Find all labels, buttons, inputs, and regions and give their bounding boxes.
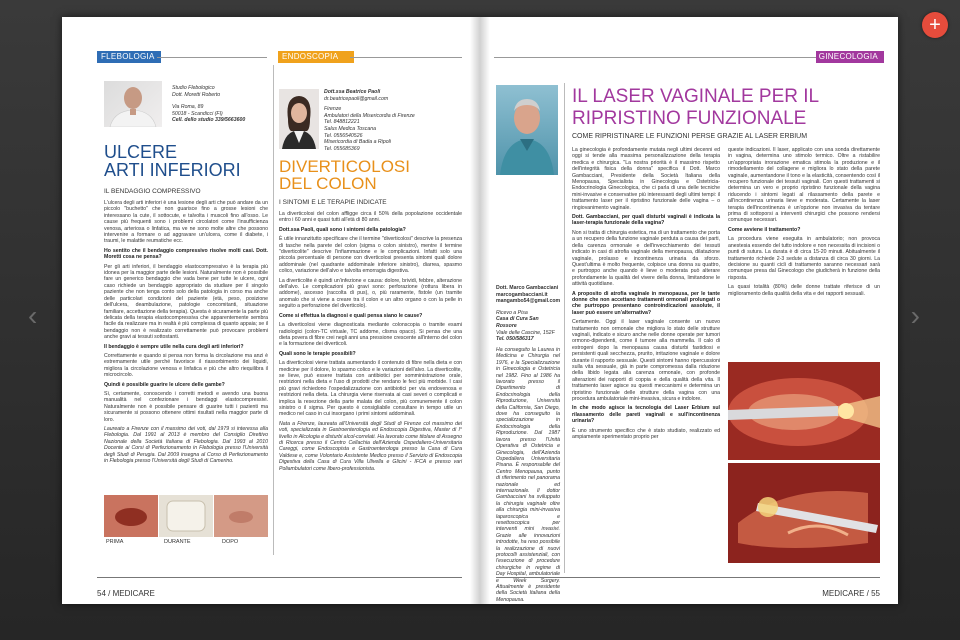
contact-line: Misericordia di Badia a Ripoli — [324, 139, 391, 146]
contact-line: Tel. 050/586317 — [496, 336, 534, 343]
article-subtitle-laser: COME RIPRISTINARE LE FUNZIONI PERSE GRAZIE AL LASER ERBIUM — [572, 133, 808, 140]
column-divider — [273, 65, 274, 555]
section-rule — [157, 57, 267, 58]
paragraph: La diverticolosi viene trattata aumentando il contenuto di fibre nella dieta e con medicine per il dolore, lo spasmo colico e le variazioni dell'alvo. La diverticolite, se lieve, può essere trattata con antibiotici per somministrazione orale, restrizioni nella dieta e l'uso di prodotti che rendano le feci più morbide. I casi più gravi richiedono l'ospedalizzazione con antibiotici per via endovenosa e restrizioni nella dieta. La chirurgia viene riservata ai casi severi o complicati e implica la resezione della parte malata del colon, più comunemente il colon sinistro o il sigma. Per questo è consigliabile consultare in tempo utile un medico nel caso in cui insorgano i primi sintomi addominali. — [279, 360, 462, 418]
page-footer-right: MEDICARE / 55 — [822, 589, 880, 598]
paragraph: Certamente. Oggi il laser vaginale consente un nuovo trattamento non ormonale che migliora lo stato delle strutture vaginali, indicato e sicuro anche nelle donne operate per tumori ormono-dipendenti, come il tumore alla mammella. Il calo di estrogeni dopo la menopausa causa disturbi fastidiosi e persistenti quali secchezza, prurito, irritazione vaginale e dolore durante il rapporto sessuale. Questi sintomi hanno ripercussioni sulla vita sessuale, già in parte compromessa dalla riduzione della libido legata alla carenza ormonale, con profonde alterazioni dei rapporti di coppia e della qualità della vita. Il trattamento laser agisce su questi meccanismi e determina un ripristino funzionale delle strutture della vagina con una procedura ambulatoriale mini-invasiva, sicura e indolore. — [572, 319, 720, 403]
title-line: ARTI INFERIORI — [104, 160, 241, 180]
paragraph: La ginecologia è profondamente mutata negli ultimi decenni ed oggi si tende alla massima personalizzazione della terapia medica e chirurgica. "La nostra priorità è il massimo rispetto dell'integrità fisica della donna" specifica il Dott. Marco Gambacciani, Presidente della Società Italiana della Menopausa, Specialista in Ginecologia e Ostetricia-Endocrinologia Ginecologica, che ci parla di una delle tecniche mini-invasive e conservative più interessanti degli ultimi tempi: il trattamento laser per il ripristino funzionale delle vagina – o ringiovanimento vaginale. — [572, 147, 720, 211]
author-bio-gambacciani — [496, 347, 560, 604]
question: Quali sono le terapie possibili? — [279, 350, 356, 357]
article-body-diverticolosi — [279, 211, 462, 475]
caption-durante: DURANTE — [164, 539, 191, 545]
contact-line: Viale delle Cascine, 152F — [496, 329, 555, 336]
contact-line: Dott.ssa Beatrice Paoli — [324, 89, 381, 95]
paragraph: La quasi totalità (80%) delle donne trattate riferisce di un miglioramento della qualità della vita e dei rapporti sessuali. — [728, 284, 880, 297]
section-label-flebologia: FLEBOLOGIA — [97, 51, 161, 63]
footer-rule — [496, 577, 880, 578]
section-label-ginecologia: GINECOLOGIA — [816, 51, 884, 63]
contact-line: Tel. 055685369 — [324, 145, 360, 152]
contact-line: Ricevo a Pisa — [496, 309, 528, 316]
contact-web-link[interactable]: marcogambacciani.it — [496, 291, 548, 298]
title-line: DIVERTICOLOSI — [279, 157, 410, 176]
contact-block-paoli — [324, 89, 464, 152]
question: Quindi è possibile guarire le ulcere delle gambe? — [104, 381, 225, 388]
article-body-ulcere — [104, 200, 268, 467]
title-line: IL LASER VAGINALE PER IL — [572, 86, 820, 107]
author-bio: Nata a Firenze, laureata all'Università degli Studi di Firenze col massimo dei voti, specializzata in Gastroenterologia ed Endoscopia Digestiva, Master di I° livello in Alcologia e disturbi alcol-correlati. Ha lavorato come titolare di Assegno di Ricerca presso il Centro Cellachia dell'Azienda Ospedaliero-Universitaria Careggi, come Endoscopista e Gastroenterologa presso la Casa di Cura Valdese e, come Volontario Assistente Medico presso il Servizio di Endoscopia Digestiva della Casa di Cura Villa Ulivella e Glicini - IFCA e presso vari Poliambulatori come libero-professionista. — [279, 420, 462, 472]
footer-rule — [97, 577, 462, 578]
title-line: DEL COLON — [279, 174, 377, 193]
caption-prima: PRIMA — [106, 539, 124, 545]
contact-line: Salus Medica Toscana — [324, 125, 377, 132]
column-divider — [564, 83, 565, 573]
contact-line: Tel. 848812221 — [324, 119, 360, 126]
contact-line: Dott. Moretti Roberto — [172, 91, 221, 98]
paragraph: La diverticolosi viene diagnosticata mediante colonscopia o tramite esami radiologici (colon-TC virtuale, TC addome, clisma opaco). Si pensa che una dieta povera di fibre crei negli anni una pressione crescente all'interno del colon e la formazione dei diverticoli. — [279, 322, 462, 348]
question: Il bendaggio è sempre utile nella cura degli arti inferiori? — [104, 343, 244, 350]
contact-line: 50018 - Scandicci (FI) — [172, 110, 223, 117]
contact-email-link[interactable]: mangambo54@gmail.com — [496, 298, 561, 305]
paragraph: Correttamente e quando si pensa non forma la circolazione ma anzi è estremamente utile perché favorisce il riassorbimento dei liquidi, migliora la circolazione venosa e linfatica e più che altro riequilibra il microcircolo. — [104, 352, 268, 379]
question: Come si effettua la diagnosi e quali pensa siano le cause? — [279, 312, 423, 319]
paragraph: La diverticolosi del colon affligge circa il 50% della popolazione occidentale entro i 60 anni e quasi tutti all'età di 80 anni. — [279, 211, 462, 224]
paragraph: queste indicazioni. Il laser, applicato con una sonda direttamente in vagina, determina uno stimolo termico. Oltre a ristabilire un'appropriata irrorazione ematica stimola la produzione e il rimodellamento del collagene e migliora lo stato della parete vaginale, aumentandone il tono e la elasticità, consentendo così il recupero funzionale dei tessuti vaginali. Con questi trattamenti si determina un vero e proprio ripristino funzionale della vagina riducendo i sintomi legati al rilassamento della parete e all'incontinenza urinaria lieve e moderata. Certamente la laser terapia dell'incontinenza è un'opzione non invasiva da tentare prima di sottoporsi a interventi chirurgici che possono rendersi comunque necessari. — [728, 147, 880, 224]
contact-block-moretti — [172, 85, 264, 124]
article-subtitle-ulcere: IL BENDAGGIO COMPRESSIVO — [104, 188, 201, 195]
doctor-photo-paoli — [279, 89, 319, 149]
doctor-photo-gambacciani — [496, 85, 558, 175]
paragraph: L'ulcera degli arti inferiori è una lesione degli arti che può andare da un piccolo "buchetto" che non guarisce fino a grosse lesioni che interessano la cute, il sottocute, e talvolta i muscoli fino all'osso. Le cause più frequenti sono i problemi circolatori come l'insufficienza venosa, arteriosa o linfatica, ma ve ne sono molte altre che possono intervenire a formare o ad aggravare un'ulcera, come il diabete, i traumi, le malattie reumatiche ecc. — [104, 200, 268, 245]
section-rule — [350, 57, 462, 58]
caption-dopo: DOPO — [222, 539, 239, 545]
author-bio: Laureato a Firenze con il massimo dei voti, dal 1979 si interessa alla Flebologia. Dal 1991 al 2013 è membro del Consiglio Direttivo Nazionale della Società Italiana di Flebologia. Dal 1993 al 2010 Docente ai Corsi di Perfezionamento in Flebologia presso l'Università degli Studi di Perugia. Dal 2009 insegna al Corso di Perfezionamento in Flebologia presso l'Università degli Studi di Camerino. — [104, 426, 268, 465]
page-spread — [62, 17, 898, 604]
page-footer-left: 54 / MEDICARE — [97, 589, 155, 598]
paragraph: È utile innanzitutto specificare che il termine "diverticolosi" descrive la presenza di tasche nella parete del colon (sigma o colon sinistro), mentre il termine "diverticolite" descrive l'infiammazione e le complicazioni. Infatti solo una piccola percentuale di persone con diverticolosi presenta sintomi quali dolore addominale (nel quadrante addominale inferiore sinistro), diarrea, spasmo colico, variazione dell'alvo e talvolta emorragia digestiva. — [279, 236, 462, 275]
laser-illustration-2 — [728, 463, 880, 563]
paragraph: Sì, certamente, conoscendo i corretti metodi e avendo una buona manualità nel confezionare i bendaggi elastocompressivi. Naturalmente non è possibile pensare di guarire tutti i pazienti ma sicuramente si possono ottenere ottimi risultati nella maggior parte di loro. — [104, 390, 268, 423]
paragraph: La procedura viene eseguita in ambulatorio; non provoca anestesia essendo del tutto indolore e non necessita di incisioni o punti di sutura. La durata è di circa 15-20 minuti. Abitualmente il trattamento richiede 2-3 sedute a distanza di circa 30 giorni. La decisione su quanti cicli di trattamento saranno necessari sarà comunque presa dal Ginecologo che giudicherà in funzione della risposta. — [728, 236, 880, 281]
paragraph: È uno strumento specifico che è stato studiato, realizzato ed ampiamente sperimentato proprio per — [572, 427, 720, 441]
title-line: ULCERE — [104, 142, 178, 162]
article-body-laser-col1 — [572, 147, 720, 443]
contact-line: Tel. 0556540526 — [324, 132, 363, 139]
laser-illustration-1 — [728, 362, 880, 460]
article-title-ulcere — [104, 143, 241, 179]
article-subtitle-diverticolosi: I SINTOMI E LE TERAPIE INDICATE — [279, 199, 387, 206]
paragraph: Non si tratta di chirurgia estetica, ma di un trattamento che porta a un recupero della funzione vaginale perduta a causa dei parti, della carenza ormonale e dell'invecchiamento dei tessuti indicato in casi di atrofia vaginale della menopausa, dilatazione vaginale, prolasso e incontinenza urinaria da sforzo. Quest'ultima è molto frequente, colpisce una donna su quattro, e purtroppo anche quando è lieve o moderata può alterare profondamente la qualità del vivere della donna, limitandone le attività quotidiane. — [572, 229, 720, 288]
question: In che modo agisce la tecnologia del Laser Erbium sul rilassamento delle pareti vaginali e sull'incontinenza urinaria? — [572, 405, 720, 425]
right-page — [480, 17, 898, 604]
contact-line: Cell. dello studio 339/5663600 — [172, 117, 246, 124]
question: Come avviene il trattamento? — [728, 226, 801, 233]
question: Ho sentito che il bendaggio compressivo risolve molti casi. Dott. Moretti cosa ne pensa? — [104, 247, 268, 261]
previous-page-arrow-icon[interactable]: ‹ — [28, 300, 38, 331]
author-bio: Ha conseguito la Laurea in Medicina e Chirurgia nel 1976, e la Specializzazione in Ginecologia e Ostetricia nel 1982. Fino al 1986 ha lavorato presso il Dipartimento di Endocrinologia della Riproduzione, Università della California, San Diego, dove ha conseguito la specializzazione in Endocrinologia della Riproduzione. Dal 1987 lavora presso l'Unità Operativa di Ostetricia e Ginecologia, dell'Azienda Ospedaliera Universitaria Pisana. È responsabile del Centro Menopausa, punto di riferimento nel panorama nazionale ed internazionale. Il dottor Gambacciani ha sviluppato la chirurgia vaginale oltre alla chirurgia mini-invasiva laparoscopica e resettoscopica per interventi mini invasivi. Grazie alle innovazioni introdotte, ha reso possibile la realizzazione di nuovi protocolli assistenziali, con l'esecuzione di procedure chirurgiche in regime di Day Hospital, ambulatoriale e Week Surgery. Attualmente è presidente della Società Italiana della Menopausa. — [496, 347, 560, 603]
paragraph: La diverticolite è quindi un'infezione e causa: dolore, brividi, febbre, alterazione dell'alvo. Le complicazioni più gravi sono: perforazione (rottura libera in addome), ascesso (raccolta di pus), o, più raramente, fistole (un tramite anomalo che si viene a creare tra il colon e un altro organo o con la pelle in seguito a perforazione del diverticolo). — [279, 277, 462, 310]
contact-line: Firenze — [324, 106, 342, 113]
zoom-plus-icon[interactable]: + — [922, 12, 948, 38]
question: A proposito di atrofia vaginale in menopausa, per le tante donne che non accettano trattamenti ormonali prolungati o che purtroppo presentano controindicazioni assolute, il laser può essere un'alternativa? — [572, 290, 720, 316]
question: Dott. Gambacciani, per quali disturbi vaginali è indicata la laser-terapia funzionale della vagina? — [572, 214, 720, 227]
next-page-arrow-icon[interactable]: › — [910, 300, 920, 331]
contact-line: Ambulatori della Misericordia di Firenze — [324, 112, 415, 119]
paragraph: Per gli arti inferiori, il bendaggio elastocompressivo è la terapia più idonea per la maggior parte delle lesioni. Naturalmente non è possibile fare un generico bendaggio che vada bene per tutte le ulcere, ogni caso richiede un bendaggio appropriato da studiare per il singolo paziente che non tenga conto solo della patologia in corso ma anche delle particolari condizioni del paziente (età, peso, posizione dell'ulcera, deambulazione, patologie concomitanti, situazione familiare, accettazione della terapia). Questa è sicuramente la parte più delicata della terapia elastocompressiva che apparentemente sembra facile da realizzare ma in realtà è più complessa di quanto appaia; se il bendaggio non è realizzato correttamente può provocare problemi anche gravi ai tessuti sottostanti. — [104, 263, 268, 341]
section-rule — [494, 57, 816, 58]
article-title-diverticolosi — [279, 158, 410, 192]
contact-block-gambacciani — [496, 285, 560, 343]
contact-line: Studio Flebologico — [172, 85, 215, 91]
contact-line: Dott. Marco Gambacciani — [496, 285, 559, 291]
doctor-photo-moretti — [104, 81, 162, 127]
contact-email-link[interactable]: dr.beatricepaoli@gmail.com — [324, 95, 389, 102]
contact-line: Casa di Cura San Rossore — [496, 316, 539, 329]
article-title-laser — [572, 87, 819, 128]
title-line: RIPRISTINO FUNZIONALE — [572, 108, 807, 129]
question: Dott.ssa Paoli, quali sono i sintomi della patologia? — [279, 226, 406, 233]
left-page — [62, 17, 480, 604]
article-body-laser-col2 — [728, 147, 880, 300]
ulcer-before-after-photos — [104, 495, 268, 537]
section-label-endoscopia: ENDOSCOPIA — [278, 51, 354, 63]
contact-line: Via Roma, 89 — [172, 104, 204, 111]
